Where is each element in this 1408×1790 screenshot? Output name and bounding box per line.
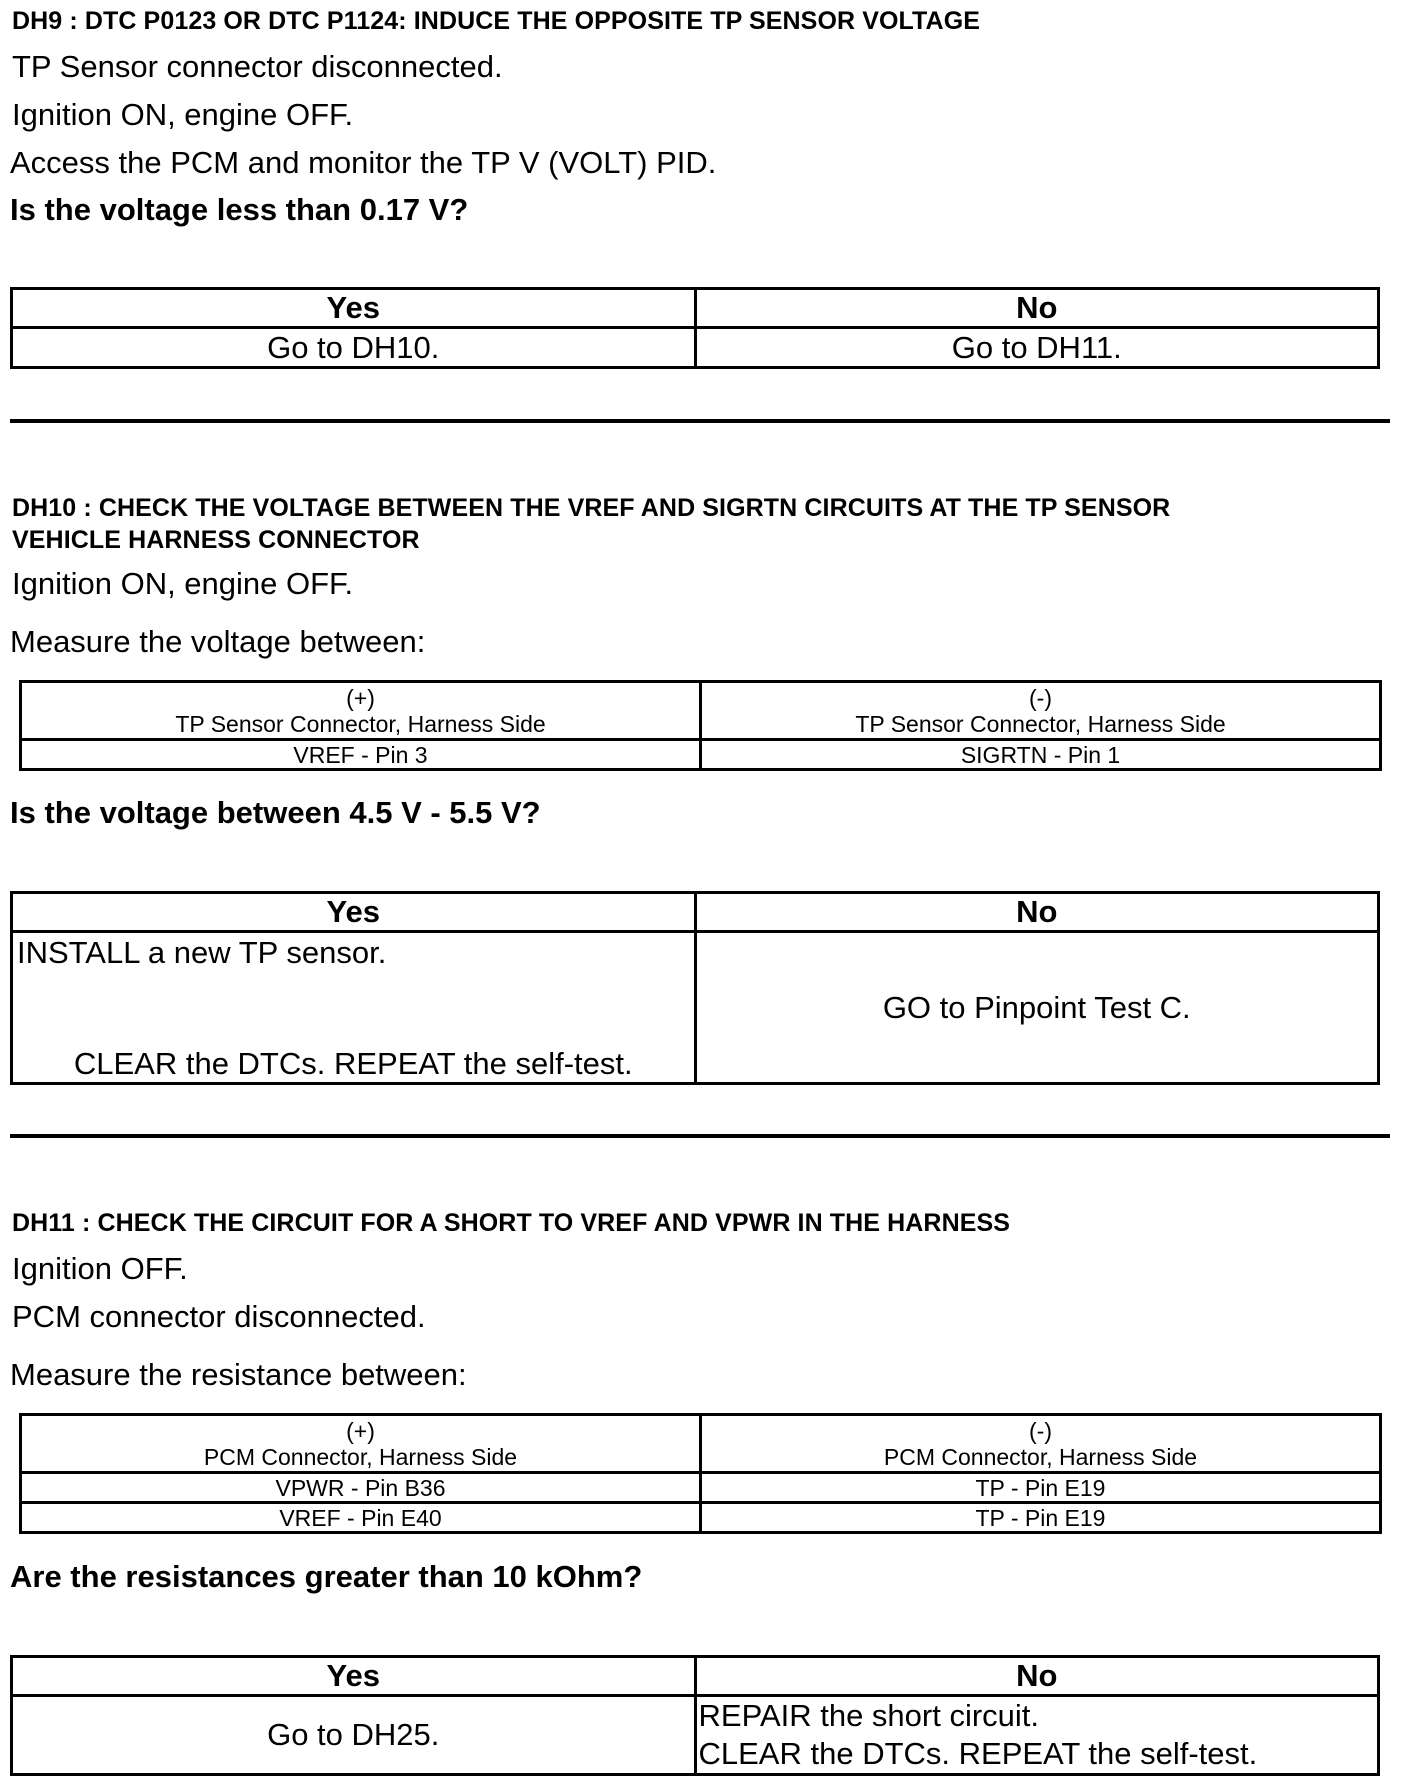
dh10-positive-label: TP Sensor Connector, Harness Side (175, 710, 546, 737)
dh9-line-connector: TP Sensor connector disconnected. (12, 49, 503, 84)
dh10-yes-action-line1: INSTALL a new TP sensor. (17, 935, 387, 970)
dh10-yes-action-line2: CLEAR the DTCs. REPEAT the self-test. (73, 1046, 633, 1081)
dh10-line-measure: Measure the voltage between: (10, 624, 426, 659)
dh9-no-action: Go to DH11. (695, 328, 1379, 368)
dh9-line-ignition: Ignition ON, engine OFF. (12, 97, 354, 132)
dh11-negative-symbol: (-) (1029, 1417, 1052, 1444)
dh11-negative-header (701, 1415, 1381, 1473)
dh10-negative-symbol: (-) (1029, 684, 1052, 711)
dh11-positive-symbol: (+) (346, 1417, 375, 1444)
dh10-line-ignition: Ignition ON, engine OFF. (12, 566, 354, 601)
dh9-yes-no-table (10, 287, 1380, 369)
dh9-question: Is the voltage less than 0.17 V? (10, 192, 469, 227)
dh11-no-action-line1: REPAIR the short circuit. (698, 1698, 1040, 1733)
dh11-no-action (695, 1696, 1379, 1775)
dh10-positive-symbol: (+) (346, 684, 375, 711)
dh11-yes-action: Go to DH25. (12, 1696, 696, 1775)
dh11-positive-label: PCM Connector, Harness Side (203, 1443, 518, 1470)
dh11-yes-no-table (10, 1655, 1380, 1776)
dh11-question: Are the resistances greater than 10 kOhm? (10, 1559, 643, 1594)
dh11-no-header: No (695, 1657, 1379, 1696)
dh10-yes-no-table (10, 891, 1380, 1085)
dh9-yes-header: Yes (12, 289, 696, 328)
section-divider-1 (10, 419, 1390, 423)
dh10-heading-line2: VEHICLE HARNESS CONNECTOR (12, 526, 420, 554)
dh9-yes-action: Go to DH10. (12, 328, 696, 368)
dh11-row1-neg-pin: TP - Pin E19 (701, 1473, 1381, 1503)
dh11-measurement-table (19, 1413, 1382, 1534)
dh10-no-action: GO to Pinpoint Test C. (695, 932, 1379, 1084)
dh10-pos-pin: VREF - Pin 3 (21, 740, 701, 770)
dh10-negative-label: TP Sensor Connector, Harness Side (855, 710, 1226, 737)
dh11-positive-header (21, 1415, 701, 1473)
dh10-yes-action (12, 932, 696, 1084)
dh11-row2-neg-pin: TP - Pin E19 (701, 1503, 1381, 1533)
dh11-line-measure: Measure the resistance between: (10, 1357, 467, 1392)
dh10-neg-pin: SIGRTN - Pin 1 (701, 740, 1381, 770)
dh11-line-ignition: Ignition OFF. (12, 1251, 188, 1286)
dh11-row1-pos-pin: VPWR - Pin B36 (21, 1473, 701, 1503)
dh11-heading: DH11 : CHECK THE CIRCUIT FOR A SHORT TO VREF AND VPWR IN THE HARNESS (12, 1209, 1011, 1237)
dh10-yes-header: Yes (12, 893, 696, 932)
dh11-no-action-line2: CLEAR the DTCs. REPEAT the self-test. (698, 1736, 1258, 1771)
dh10-heading-line1: DH10 : CHECK THE VOLTAGE BETWEEN THE VREF AND SIGRTN CIRCUITS AT THE TP SENSOR (12, 494, 1171, 522)
dh10-no-header: No (695, 893, 1379, 932)
dh10-question: Is the voltage between 4.5 V - 5.5 V? (10, 795, 541, 830)
dh10-positive-header (21, 682, 701, 740)
dh11-row2-pos-pin: VREF - Pin E40 (21, 1503, 701, 1533)
dh11-yes-header: Yes (12, 1657, 696, 1696)
dh10-negative-header (701, 682, 1381, 740)
dh10-measurement-table (19, 680, 1382, 771)
dh9-line-access-pcm: Access the PCM and monitor the TP V (VOLT) PID. (10, 145, 717, 180)
dh11-line-pcm-connector: PCM connector disconnected. (12, 1299, 426, 1334)
dh11-negative-label: PCM Connector, Harness Side (883, 1443, 1198, 1470)
section-divider-2 (10, 1134, 1390, 1138)
dh9-heading: DH9 : DTC P0123 OR DTC P1124: INDUCE THE OPPOSITE TP SENSOR VOLTAGE (12, 7, 981, 35)
dh9-no-header: No (695, 289, 1379, 328)
